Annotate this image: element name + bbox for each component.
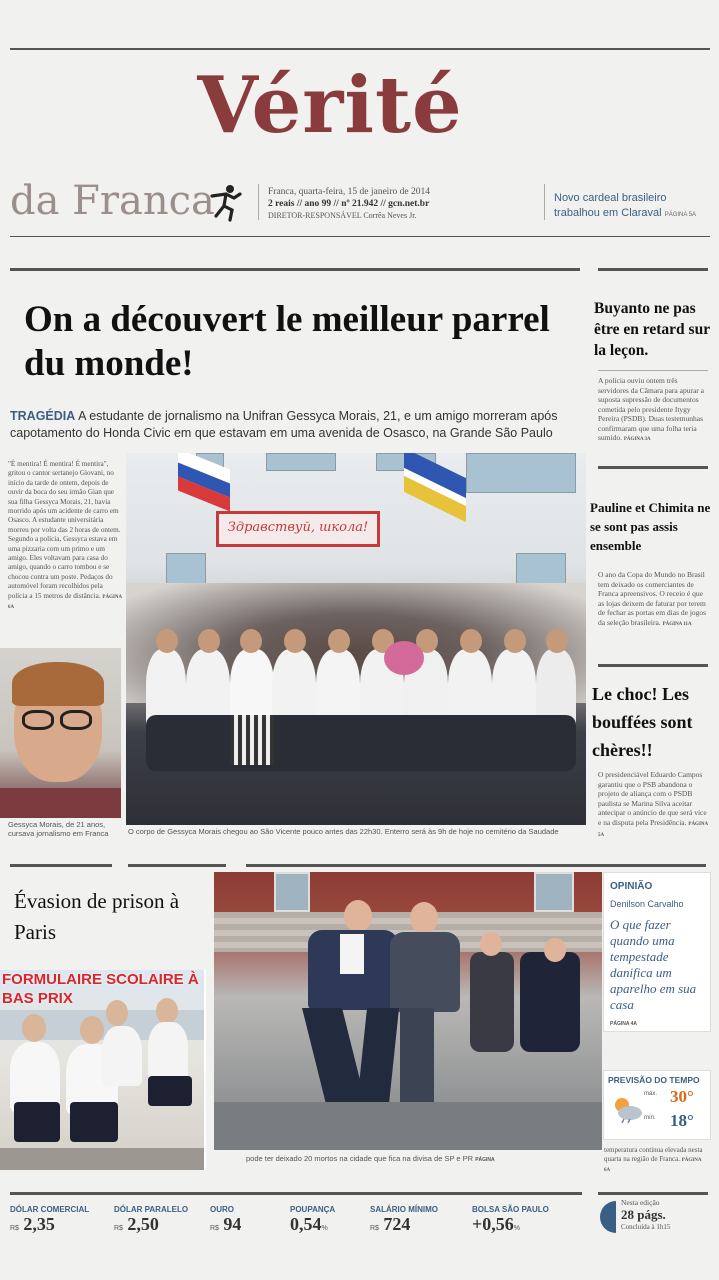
- ticker-unit: %: [513, 1225, 520, 1232]
- teaser-top-text: Novo cardeal brasileiro trabalhou em Claraval: [554, 192, 667, 219]
- opinion-box[interactable]: [603, 872, 711, 1032]
- weather-min-label: mín.: [644, 1115, 656, 1121]
- left-column-page: PÁGINA 6A: [8, 594, 122, 611]
- ticker-value: 2,35: [23, 1214, 55, 1234]
- edition-rule: [598, 1192, 708, 1195]
- edition-date: Franca, quarta-feira, 15 de janeiro de 2014: [268, 187, 430, 197]
- side-story-1-head: Buyanto ne pas être en retard sur la leçon.: [594, 300, 710, 359]
- masthead-top-rule: [10, 48, 710, 50]
- ticker-label: DÓLAR COMERCIAL: [10, 1205, 90, 1214]
- weather-box: [603, 1070, 711, 1140]
- side-story-1[interactable]: [594, 298, 712, 361]
- weather-label: PREVISÃO DO TEMPO: [608, 1075, 700, 1085]
- edition-pages-line1: Nesta edição: [621, 1198, 660, 1207]
- side-story-2-body: [598, 570, 710, 629]
- ticker-currency: R$: [114, 1225, 123, 1232]
- side-story-3[interactable]: [592, 680, 719, 764]
- ticker-salario-minimo: [370, 1205, 438, 1235]
- main-section-rule: [10, 268, 580, 271]
- side-divider-1: [598, 370, 708, 371]
- edition-info: [268, 186, 430, 222]
- ticker-value: 0,54: [290, 1214, 322, 1234]
- side-divider-3: [598, 664, 708, 667]
- ticker-bolsa: [472, 1205, 549, 1235]
- school-greeting-banner: Здравствуй, школа!: [216, 511, 380, 547]
- edition-pages: [621, 1198, 717, 1231]
- portrait-photo: [0, 648, 121, 818]
- weather-page: PÁGINA 6A: [604, 1157, 702, 1173]
- bottom-caption-page: PÁGINA: [475, 1157, 495, 1163]
- half-circle-icon: [598, 1200, 618, 1234]
- masthead-divider: [258, 184, 259, 220]
- edition-director: DIRETOR-RESPONSÁVEL Corrêa Neves Jr.: [268, 211, 417, 220]
- side-story-3-page: PÁGINA 5A: [598, 821, 708, 838]
- sun-cloud-icon: [610, 1095, 644, 1123]
- side-divider-2: [598, 466, 708, 469]
- evasion-headline[interactable]: Évasion de prison à Paris: [14, 889, 180, 944]
- ticker-label: BOLSA SÃO PAULO: [472, 1205, 549, 1214]
- weather-desc: temperatura continua elevada nesta quarta na região de Franca.: [604, 1146, 703, 1163]
- weather-min: 18°: [670, 1111, 694, 1130]
- ticker-value: 94: [223, 1214, 242, 1234]
- ticker-label: POUPANÇA: [290, 1205, 336, 1214]
- dancer-logo-icon: [204, 182, 244, 222]
- edition-number: 2 reais // ano 99 // nº 21.942 // gcn.net.br: [268, 199, 430, 209]
- left-column-text: "É mentira! É mentira! É mentira", gritou o cantor sertanejo Giovani, no início da tarde de ontem, depois de ouvir da boca do seu irmão Gian que sua filha Gessyca Morais, 21, havia morrido após um acidente de carro em Osasco. A estudante universitária morreu por volta das 2 horas de ontem. Segundo a polícia, Gessyca estava em uma pizzaria com um primo e um amigo. Eles voltavam para casa do amigo, quando o carro tombou e se chocou contra um poste. Pedaços do automóvel foram recolhidos pela polícia a 15 metros de distância.: [8, 460, 121, 600]
- side-story-1-page: PÁGINA 3A: [623, 437, 651, 442]
- main-photo-caption: O corpo de Gessyca Morais chegou ao São Vicente pouco antes das 22h30. Enterro será às 9h de hoje no cemitério da Saudade: [128, 827, 559, 836]
- ticker-value: +0,56: [472, 1214, 514, 1234]
- ticker-value: 2,50: [127, 1214, 159, 1234]
- teaser-divider: [544, 184, 545, 220]
- portrait-caption: Gessyca Morais, de 21 anos, cursava jornalismo em Franca: [8, 820, 109, 838]
- edition-pages-count: 28 págs.: [621, 1207, 666, 1222]
- side-section-rule: [598, 268, 708, 271]
- ticker-currency: R$: [370, 1225, 379, 1232]
- edition-pages-line3: Concluída à 1h15: [621, 1223, 671, 1231]
- ticker-dolar-comercial: [10, 1205, 89, 1235]
- tragedia-kicker: TRAGÉDIA: [10, 409, 76, 423]
- ticker-label: OURO: [210, 1205, 234, 1214]
- opinion-author: Denilson Carvalho: [610, 899, 684, 909]
- bottom-caption-text: pode ter deixado 20 mortos na cidade que fica na divisa de SP e PR: [246, 1154, 474, 1163]
- ticker-currency: R$: [10, 1225, 19, 1232]
- graduates-running-photo: [214, 872, 602, 1150]
- opinion-page: PÁGINA 4A: [610, 1021, 638, 1027]
- weather-max: 30°: [670, 1087, 694, 1106]
- opinion-question: O que fazer quando uma tempestade danifica um aparelho em sua casa: [610, 917, 697, 1012]
- bottom-photo-caption: [246, 1154, 606, 1163]
- side-story-2[interactable]: [590, 498, 719, 555]
- teaser-top-page: PÁGINA 5A: [664, 212, 697, 218]
- lower-rule-1: [10, 864, 112, 867]
- ticker-ouro: [210, 1205, 241, 1235]
- masthead-title: Vérité: [197, 60, 463, 151]
- side-story-2-text: O ano da Copa do Mundo no Brasil tem deixado os comerciantes de Franca apreensivos. O receio é que as lojas deixem de faturar por terem de fechar as portas em dias de jogos da seleção brasileira.: [598, 570, 707, 627]
- ticker-unit: %: [321, 1225, 328, 1232]
- lower-rule-3: [246, 864, 706, 867]
- main-headline[interactable]: On a découvert le meilleur parrel du monde!: [24, 299, 550, 384]
- side-story-3-head: Le choc! Les bouffées sont chères!!: [592, 684, 693, 760]
- opinion-label: OPINIÃO: [610, 881, 653, 892]
- tragedia-text: A estudante de jornalismo na Unifran Gessyca Morais, 21, e um amigo morreram após capotamento do Honda Civic em que estavam em uma avenida de Osasco, na Grande São Paulo: [10, 409, 558, 440]
- side-story-3-text: O presidenciável Eduardo Campos garantiu que o PSB abandona o projeto de aliança com o PSDB paulista se Marina Silva aceitar antecipar o anúncio de que será vice e na disputa pela Presidência.: [598, 770, 707, 827]
- left-column-article: [8, 460, 122, 613]
- ticker-label: SALÁRIO MÍNIMO: [370, 1205, 438, 1214]
- ticker-poupanca: [290, 1205, 335, 1235]
- masthead-subtitle: da Franca: [10, 178, 215, 224]
- side-story-1-body: [598, 376, 710, 445]
- ticker-currency: R$: [210, 1225, 219, 1232]
- masthead-bottom-rule: [10, 236, 710, 237]
- main-photo: [126, 453, 586, 825]
- ticker-rule: [10, 1192, 582, 1195]
- weather-text: [604, 1146, 708, 1176]
- tragedia-summary: [10, 408, 585, 442]
- ticker-value: 724: [383, 1214, 411, 1234]
- teaser-top-link[interactable]: [554, 191, 714, 223]
- weather-max-label: máx.: [644, 1091, 658, 1097]
- side-story-2-head: Pauline et Chimita ne se sont pas assis ensemble: [590, 500, 711, 553]
- ticker-label: DÓLAR PARALELO: [114, 1205, 189, 1214]
- side-story-1-text: A polícia ouviu ontem três servidores da Câmara para apurar a suposta supressão de documentos cometida pelo presidente Itygy Pereira (PSDB). Duas testemunhas confirmaram que uma folha teria sumido.: [598, 376, 704, 442]
- school-promo-banner[interactable]: FORMULAIRE SCOLAIRE À BAS PRIX: [2, 971, 199, 1007]
- side-story-2-page: PÁGINA 11A: [662, 621, 692, 627]
- lower-rule-2: [128, 864, 226, 867]
- side-story-3-body: [598, 770, 710, 841]
- ticker-dolar-paralelo: [114, 1205, 188, 1235]
